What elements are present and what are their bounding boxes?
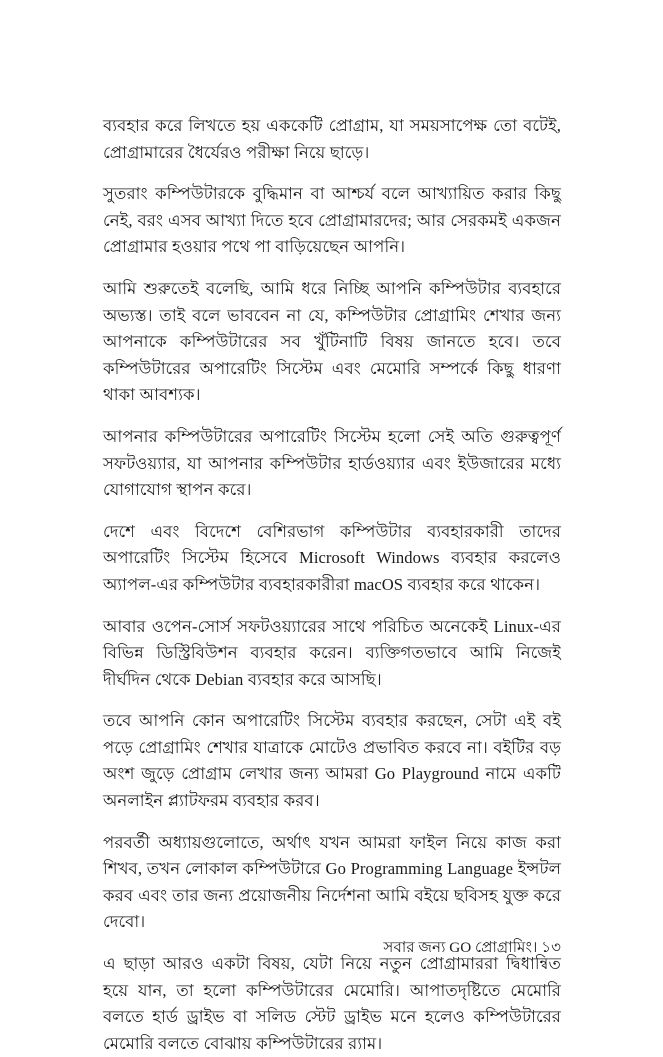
paragraph: তবে আপনি কোন অপারেটিং সিস্টেম ব্যবহার করছেন, সেটা এই বই পড়ে প্রোগ্রামিং শেখার যাত্রাকে মোটেও প্রভাবিত করবে না। বইটির বড় অংশ জুড়ে প্রোগ্রাম লেখার জন্য আমরা Go Playground নামে একটি অনলাইন প্ল্যাটফরম ব্যবহার করব। — [103, 711, 561, 811]
page-footer: সবার জন্য GO প্রোগ্রামিং। ১৩ — [383, 939, 561, 956]
paragraph: সুতরাং কম্পিউটারকে বুদ্ধিমান বা আশ্চর্য বলে আখ্যায়িত করার কিছু নেই, বরং এসব আখ্যা দিতে হবে প্রোগ্রামারদের; আর সেরকমই একজন প্রোগ্রামার হওয়ার পথে পা বাড়িয়েছেন আপনি। — [103, 184, 561, 257]
paragraph: ব্যবহার করে লিখতে হয় এককেটি প্রোগ্রাম, যা সময়সাপেক্ষ তো বটেই, প্রোগ্রামারের ধৈর্যেরও পরীক্ষা নিয়ে ছাড়ে। — [103, 116, 561, 162]
paragraph: দেশে এবং বিদেশে বেশিরভাগ কম্পিউটার ব্যবহারকারী তাদের অপারেটিং সিস্টেম হিসেবে Microsoft Windows ব্যবহার করলেও অ্যাপল-এর কম্পিউটার ব্যবহারকারীরা macOS ব্যবহার করে থাকেন। — [103, 521, 561, 594]
paragraph: পরবর্তী অধ্যায়গুলোতে, অর্থাৎ যখন আমরা ফাইল নিয়ে কাজ করা শিখব, তখন লোকাল কম্পিউটারে Go Programming Language ইন্সটল করব এবং তার জন্য প্রয়োজনীয় নির্দেশনা আমি বইয়ে ছবিসহ যুক্ত করে দেবো। — [103, 832, 561, 932]
page-text-body — [103, 113, 561, 1057]
paragraph: এ ছাড়া আরও একটা বিষয়, যেটা নিয়ে নতুন প্রোগ্রামাররা দ্বিধান্বিত হয়ে যান, তা হলো কম্পিউটারের মেমোরি। আপাতদৃষ্টিতে মেমোরি বলতে হার্ড ড্রাইভ বা সলিড স্টেট ড্রাইভ মনে হলেও কম্পিউটারের মেমোরি বলতে বোঝায় কম্পিউটারের র‍্যাম। — [103, 954, 561, 1053]
paragraph: আবার ওপেন-সোর্স সফটওয়্যারের সাথে পরিচিত অনেকেই Linux-এর বিভিন্ন ডিস্ট্রিবিউশন ব্যবহার করেন। ব্যক্তিগতভাবে আমি নিজেই দীর্ঘদিন থেকে Debian ব্যবহার করে আসছি। — [103, 616, 561, 689]
paragraph: আমি শুরুতেই বলেছি, আমি ধরে নিচ্ছি আপনি কম্পিউটার ব্যবহারে অভ্যস্ত। তাই বলে ভাববেন না যে, কম্পিউটার প্রোগ্রামিং শেখার জন্য আপনাকে কম্পিউটারের সব খুঁটিনাটি বিষয় জানতে হবে। তবে কম্পিউটারের অপারেটিং সিস্টেম এবং মেমোরি সম্পর্কে কিছু ধারণা থাকা আবশ্যক। — [103, 278, 561, 405]
paragraph: আপনার কম্পিউটারের অপারেটিং সিস্টেম হলো সেই অতি গুরুত্বপূর্ণ সফটওয়্যার, যা আপনার কম্পিউটার হার্ডওয়্যার এবং ইউজারের মধ্যে যোগাযোগ স্থাপন করে। — [103, 426, 561, 500]
